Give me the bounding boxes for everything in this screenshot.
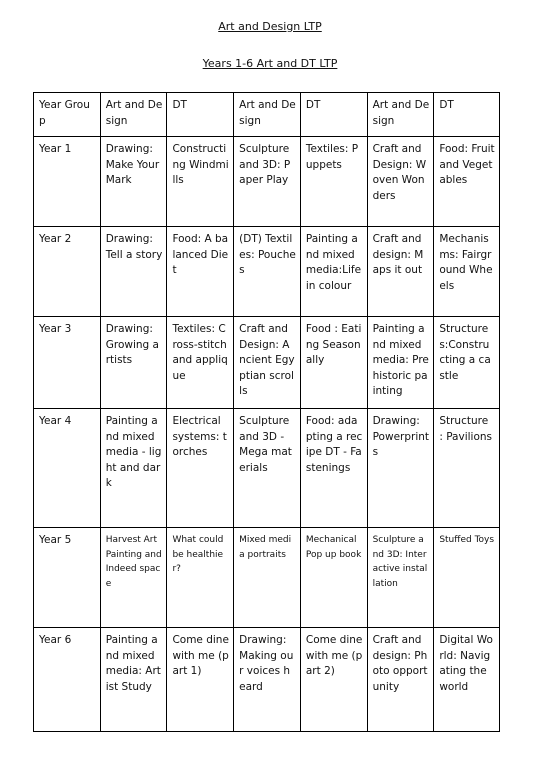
table-cell: Craft and Design: Ancient Egyptian scrolls	[234, 317, 301, 409]
table-cell: Stuffed Toys	[434, 528, 500, 628]
table-cell: Constructing Windmills	[167, 137, 234, 227]
table-cell: Mechanical Pop up book	[300, 528, 367, 628]
header-cell: DT	[300, 93, 367, 137]
table-cell: (DT) Textiles: Pouches	[234, 227, 301, 317]
year-cell: Year 6	[34, 628, 101, 732]
table-cell: Digital World: Navigating the world	[434, 628, 500, 732]
table-cell: Food : Eating Seasonally	[300, 317, 367, 409]
table-cell: Craft and Design: Woven Wonders	[367, 137, 434, 227]
ltp-table	[33, 92, 500, 732]
document-subtitle: Years 1-6 Art and DT LTP	[202, 57, 338, 70]
year-cell: Year 5	[34, 528, 101, 628]
document-title: Art and Design LTP	[218, 20, 322, 33]
table-cell: Food: Fruit and Vegetables	[434, 137, 500, 227]
table-cell: Drawing: Growing artists	[100, 317, 167, 409]
header-cell: Art and Design	[100, 93, 167, 137]
year-cell: Year 1	[34, 137, 101, 227]
header-cell: Year Group	[34, 93, 101, 137]
table-cell: Craft and design: Photo opportunity	[367, 628, 434, 732]
table-cell: Drawing: Powerprints	[367, 409, 434, 528]
table-cell: Electrical systems: torches	[167, 409, 234, 528]
table-cell: Textiles: Puppets	[300, 137, 367, 227]
table-cell: Painting and mixed media:Life in colour	[300, 227, 367, 317]
table-cell: Textiles: Cross-stitch and applique	[167, 317, 234, 409]
year-cell: Year 2	[34, 227, 101, 317]
table-cell: What could be healthier?	[167, 528, 234, 628]
table-cell: Sculpture and 3D: Paper Play	[234, 137, 301, 227]
table-cell: Mixed media portraits	[234, 528, 301, 628]
table-cell: Drawing: Make Your Mark	[100, 137, 167, 227]
table-cell: Come dine with me (part 2)	[300, 628, 367, 732]
header-cell: Art and Design	[367, 93, 434, 137]
table-row	[34, 137, 500, 227]
year-cell: Year 3	[34, 317, 101, 409]
table-cell: Craft and design: Maps it out	[367, 227, 434, 317]
table-header-row	[34, 93, 500, 137]
table-cell: Drawing: Making our voices heard	[234, 628, 301, 732]
table-cell: Food: A balanced Diet	[167, 227, 234, 317]
table-cell: Drawing: Tell a story	[100, 227, 167, 317]
table-row	[34, 317, 500, 409]
header-cell: Art and Design	[234, 93, 301, 137]
table-cell: Painting and mixed media: Artist Study	[100, 628, 167, 732]
table-cell: Sculpture and 3D: Interactive installation	[367, 528, 434, 628]
table-cell: Sculpture and 3D - Mega materials	[234, 409, 301, 528]
table-cell: Harvest Art Painting and Indeed space	[100, 528, 167, 628]
table-cell: Structures:Constructing a castle	[434, 317, 500, 409]
table-row	[34, 227, 500, 317]
table-cell: Painting and mixed media: Prehistoric painting	[367, 317, 434, 409]
table-row	[34, 528, 500, 628]
table-cell: Structure : Pavilions	[434, 409, 500, 528]
table-cell: Food: adapting a recipe DT - Fastenings	[300, 409, 367, 528]
table-cell: Painting and mixed media - light and dark	[100, 409, 167, 528]
table-row	[34, 628, 500, 732]
table-cell: Mechanisms: Fairground Wheels	[434, 227, 500, 317]
table-row	[34, 409, 500, 528]
header-cell: DT	[167, 93, 234, 137]
year-cell: Year 4	[34, 409, 101, 528]
table-cell: Come dine with me (part 1)	[167, 628, 234, 732]
header-cell: DT	[434, 93, 500, 137]
